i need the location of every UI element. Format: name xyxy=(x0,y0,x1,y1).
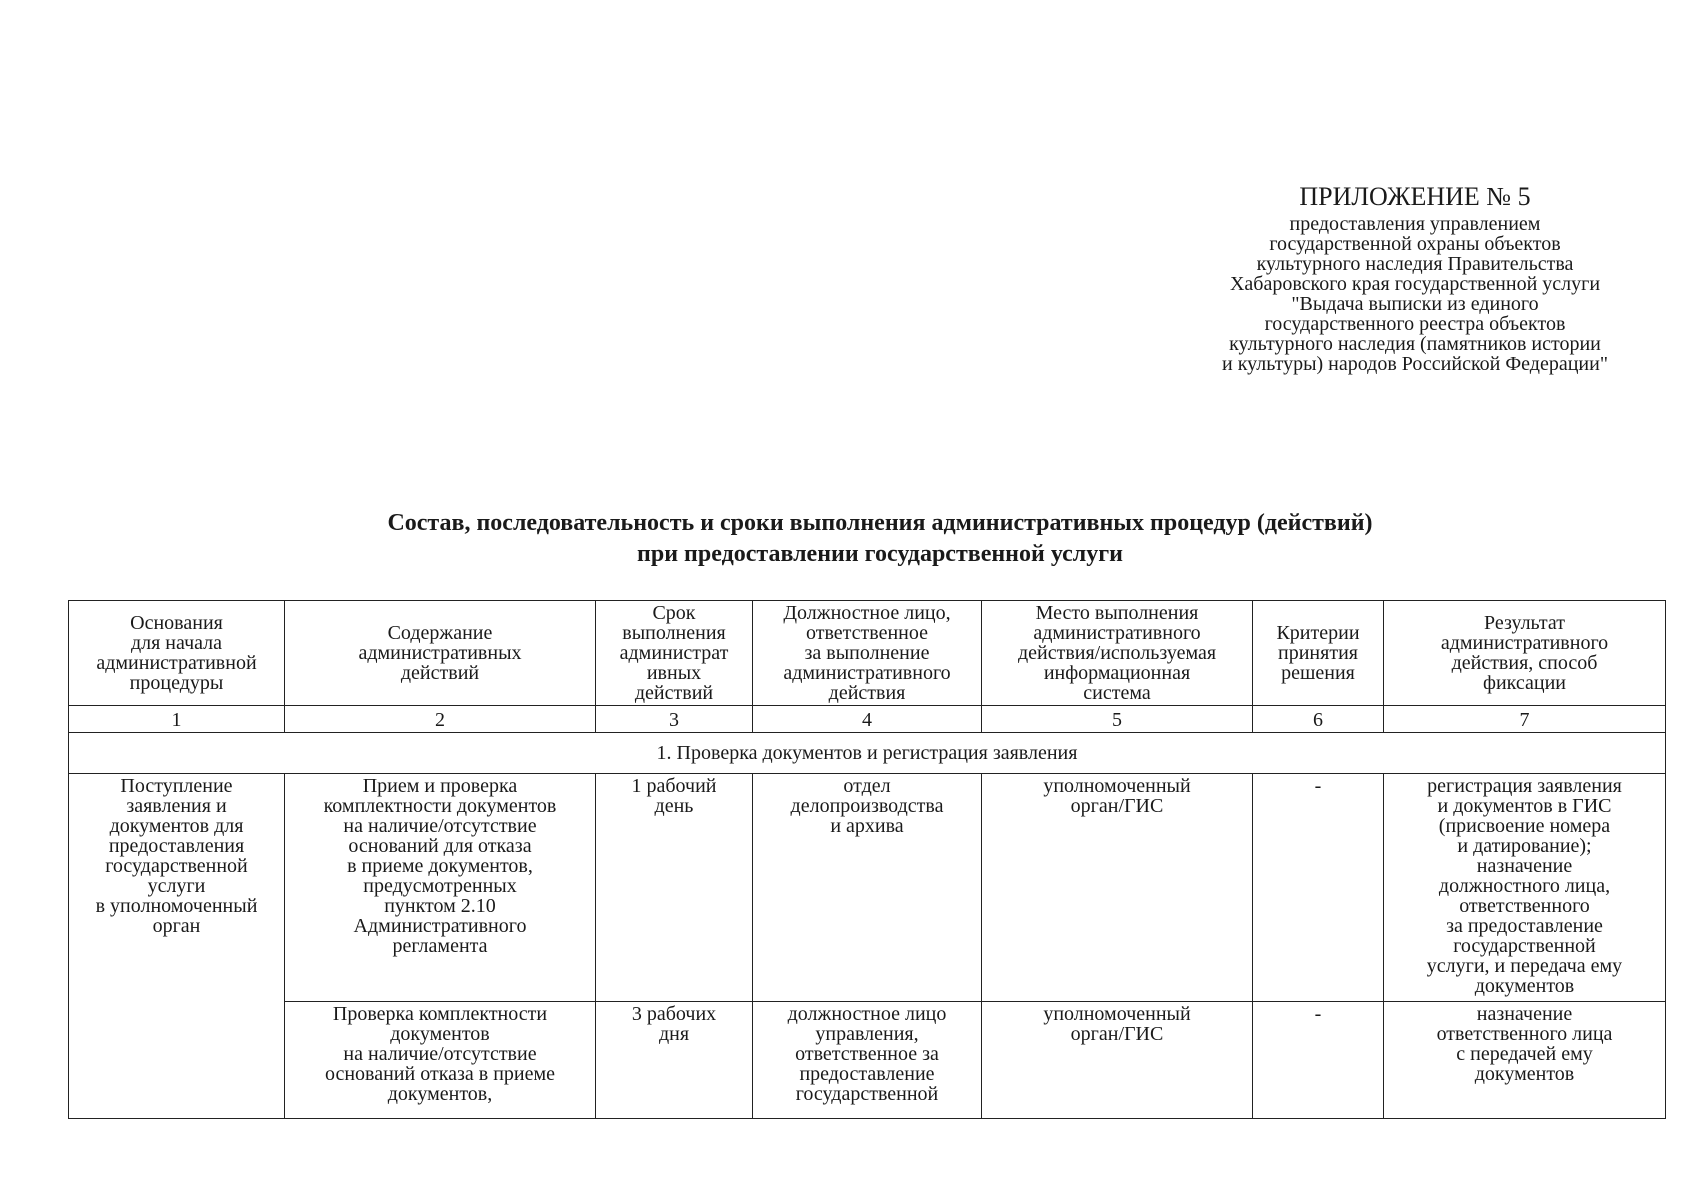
place-cell xyxy=(982,1002,1253,1119)
cell-text-line: Проверка комплектности xyxy=(332,1003,548,1025)
cell-text-line: за предоставление xyxy=(1446,915,1603,937)
cell-text-line: орган/ГИС xyxy=(1070,795,1164,817)
cell-text-line: выполнения xyxy=(622,622,726,644)
cell-text-line: для начала xyxy=(130,632,223,654)
cell-text-line: делопроизводства xyxy=(790,795,944,817)
cell-text-line: административной xyxy=(96,652,257,674)
cell-text-line: государственной xyxy=(105,855,248,877)
column-number: 5 xyxy=(982,706,1253,733)
appendix-line: культурного наследия Правительства xyxy=(1256,253,1574,275)
cell-text-line: должностного лица, xyxy=(1438,875,1611,897)
cell-text-line: ответственное xyxy=(805,622,928,644)
column-number: 2 xyxy=(285,706,596,733)
result-cell xyxy=(1384,1002,1666,1119)
section-title: 1. Проверка документов и регистрация заявления xyxy=(69,733,1666,774)
procedures-table xyxy=(68,600,1666,1119)
cell-text-line: администрат xyxy=(619,642,729,664)
cell-text-line: Должностное лицо, xyxy=(783,602,951,624)
cell-text-line: орган/ГИС xyxy=(1070,1023,1164,1045)
cell-text-line: действия xyxy=(828,682,906,704)
title-line-1: Состав, последовательность и сроки выполнения административных процедур (действий) xyxy=(387,510,1373,536)
cell-text-line: (присвоение номера xyxy=(1438,815,1611,837)
cell-text-line: на наличие/отсутствие xyxy=(343,815,537,837)
cell-text-line: уполномоченный xyxy=(1043,775,1191,797)
cell-text-line: в приеме документов, xyxy=(347,855,533,877)
cell-text-line: - xyxy=(1314,775,1322,797)
column-number: 1 xyxy=(69,706,285,733)
cell-text-line: Поступление xyxy=(120,775,233,797)
appendix-line: культурного наследия (памятников истории xyxy=(1229,333,1601,355)
cell-text-line: назначение xyxy=(1476,1003,1573,1025)
term-cell xyxy=(596,1002,753,1119)
cell-text-line: и архива xyxy=(830,815,904,837)
cell-text-line: ивных xyxy=(646,662,702,684)
column-number: 3 xyxy=(596,706,753,733)
cell-text-line: ответственного лица xyxy=(1436,1023,1613,1045)
criteria-cell xyxy=(1253,774,1384,1002)
cell-text-line: административного xyxy=(783,662,951,684)
column-number: 4 xyxy=(753,706,982,733)
cell-text-line: ответственное за xyxy=(795,1043,939,1065)
basis-cell xyxy=(69,774,285,1119)
cell-text-line: комплектности документов xyxy=(323,795,557,817)
cell-text-line: действия/используемая xyxy=(1017,642,1217,664)
cell-text-line: в уполномоченный xyxy=(95,895,258,917)
column-number: 7 xyxy=(1384,706,1666,733)
cell-text-line: принятия xyxy=(1278,642,1358,664)
appendix-line: предоставления управлением xyxy=(1289,213,1541,235)
header-term xyxy=(596,601,753,706)
criteria-cell xyxy=(1253,1002,1384,1119)
header-content xyxy=(285,601,596,706)
cell-text-line: Срок xyxy=(652,602,696,624)
cell-text-line: орган xyxy=(152,915,201,937)
cell-text-line: документов xyxy=(1474,975,1575,997)
appendix-block xyxy=(1150,180,1680,374)
cell-text-line: Административного xyxy=(353,915,527,937)
cell-text-line: 3 рабочих xyxy=(631,1003,717,1025)
place-cell xyxy=(982,774,1253,1002)
cell-text-line: Основания xyxy=(130,612,223,634)
cell-text-line: Содержание xyxy=(387,622,493,644)
content-cell xyxy=(285,1002,596,1119)
cell-text-line: услуги xyxy=(147,875,206,897)
appendix-line: "Выдача выписки из единого xyxy=(1291,293,1539,315)
cell-text-line: информационная xyxy=(1043,662,1191,684)
header-criteria xyxy=(1253,601,1384,706)
cell-text-line: административных xyxy=(358,642,522,664)
term-cell xyxy=(596,774,753,1002)
cell-text-line: день xyxy=(654,795,694,817)
cell-text-line: процедуры xyxy=(129,672,224,694)
cell-text-line: действия, способ xyxy=(1451,652,1598,674)
header-place xyxy=(982,601,1253,706)
cell-text-line: должностное лицо xyxy=(787,1003,947,1025)
cell-text-line: - xyxy=(1314,1003,1322,1025)
cell-text-line: предоставления xyxy=(108,835,245,857)
cell-text-line: фиксации xyxy=(1483,672,1566,694)
cell-text-line: документов, xyxy=(387,1083,493,1105)
appendix-line: государственного реестра объектов xyxy=(1264,313,1566,335)
appendix-line: государственной охраны объектов xyxy=(1269,233,1561,255)
header-official xyxy=(753,601,982,706)
cell-text-line: предусмотренных xyxy=(363,875,517,897)
cell-text-line: на наличие/отсутствие xyxy=(343,1043,537,1065)
cell-text-line: документов для xyxy=(109,815,244,837)
cell-text-line: управления, xyxy=(815,1023,919,1045)
cell-text-line: Критерии xyxy=(1276,622,1360,644)
cell-text-line: действий xyxy=(634,682,714,704)
content-cell xyxy=(285,774,596,1002)
document-title xyxy=(0,508,1698,570)
cell-text-line: дня xyxy=(658,1023,690,1045)
title-line-2: при предоставлении государственной услуги xyxy=(637,541,1123,567)
section-row xyxy=(69,733,1666,774)
cell-text-line: пунктом 2.10 xyxy=(384,895,496,917)
cell-text-line: и датирование); xyxy=(1457,835,1592,857)
header-result xyxy=(1384,601,1666,706)
cell-text-line: оснований отказа в приеме xyxy=(324,1063,556,1085)
appendix-line: Хабаровского края государственной услуги xyxy=(1229,273,1601,295)
table-header-row xyxy=(69,601,1666,706)
appendix-heading: ПРИЛОЖЕНИЕ № 5 xyxy=(1299,182,1531,211)
cell-text-line: документов xyxy=(390,1023,490,1045)
cell-text-line: государственной xyxy=(795,1083,939,1105)
cell-text-line: 1 рабочий xyxy=(631,775,717,797)
cell-text-line: документов xyxy=(1474,1063,1575,1085)
cell-text-line: предоставление xyxy=(799,1063,935,1085)
cell-text-line: решения xyxy=(1281,662,1355,684)
cell-text-line: государственной xyxy=(1453,935,1596,957)
column-number-row xyxy=(69,706,1666,733)
header-basis xyxy=(69,601,285,706)
cell-text-line: система xyxy=(1083,682,1151,704)
cell-text-line: административного xyxy=(1440,632,1609,654)
cell-text-line: Прием и проверка xyxy=(362,775,518,797)
cell-text-line: услуги, и передача ему xyxy=(1426,955,1623,977)
official-cell xyxy=(753,1002,982,1119)
cell-text-line: за выполнение xyxy=(804,642,930,664)
cell-text-line: регламента xyxy=(392,935,488,957)
appendix-line: и культуры) народов Российской Федерации" xyxy=(1222,353,1608,375)
cell-text-line: с передачей ему xyxy=(1456,1043,1593,1065)
official-cell xyxy=(753,774,982,1002)
cell-text-line: действий xyxy=(400,662,480,684)
cell-text-line: отдел xyxy=(843,775,891,797)
column-number: 6 xyxy=(1253,706,1384,733)
cell-text-line: Место выполнения xyxy=(1035,602,1199,624)
result-cell xyxy=(1384,774,1666,1002)
cell-text-line: Результат xyxy=(1483,612,1565,634)
table-row xyxy=(69,1002,1666,1119)
cell-text-line: ответственного xyxy=(1459,895,1590,917)
cell-text-line: назначение xyxy=(1476,855,1573,877)
cell-text-line: административного xyxy=(1033,622,1201,644)
cell-text-line: уполномоченный xyxy=(1043,1003,1191,1025)
table-row xyxy=(69,774,1666,1002)
cell-text-line: заявления и xyxy=(126,795,227,817)
cell-text-line: и документов в ГИС xyxy=(1437,795,1612,817)
cell-text-line: регистрация заявления xyxy=(1427,775,1622,797)
cell-text-line: оснований для отказа xyxy=(348,835,532,857)
